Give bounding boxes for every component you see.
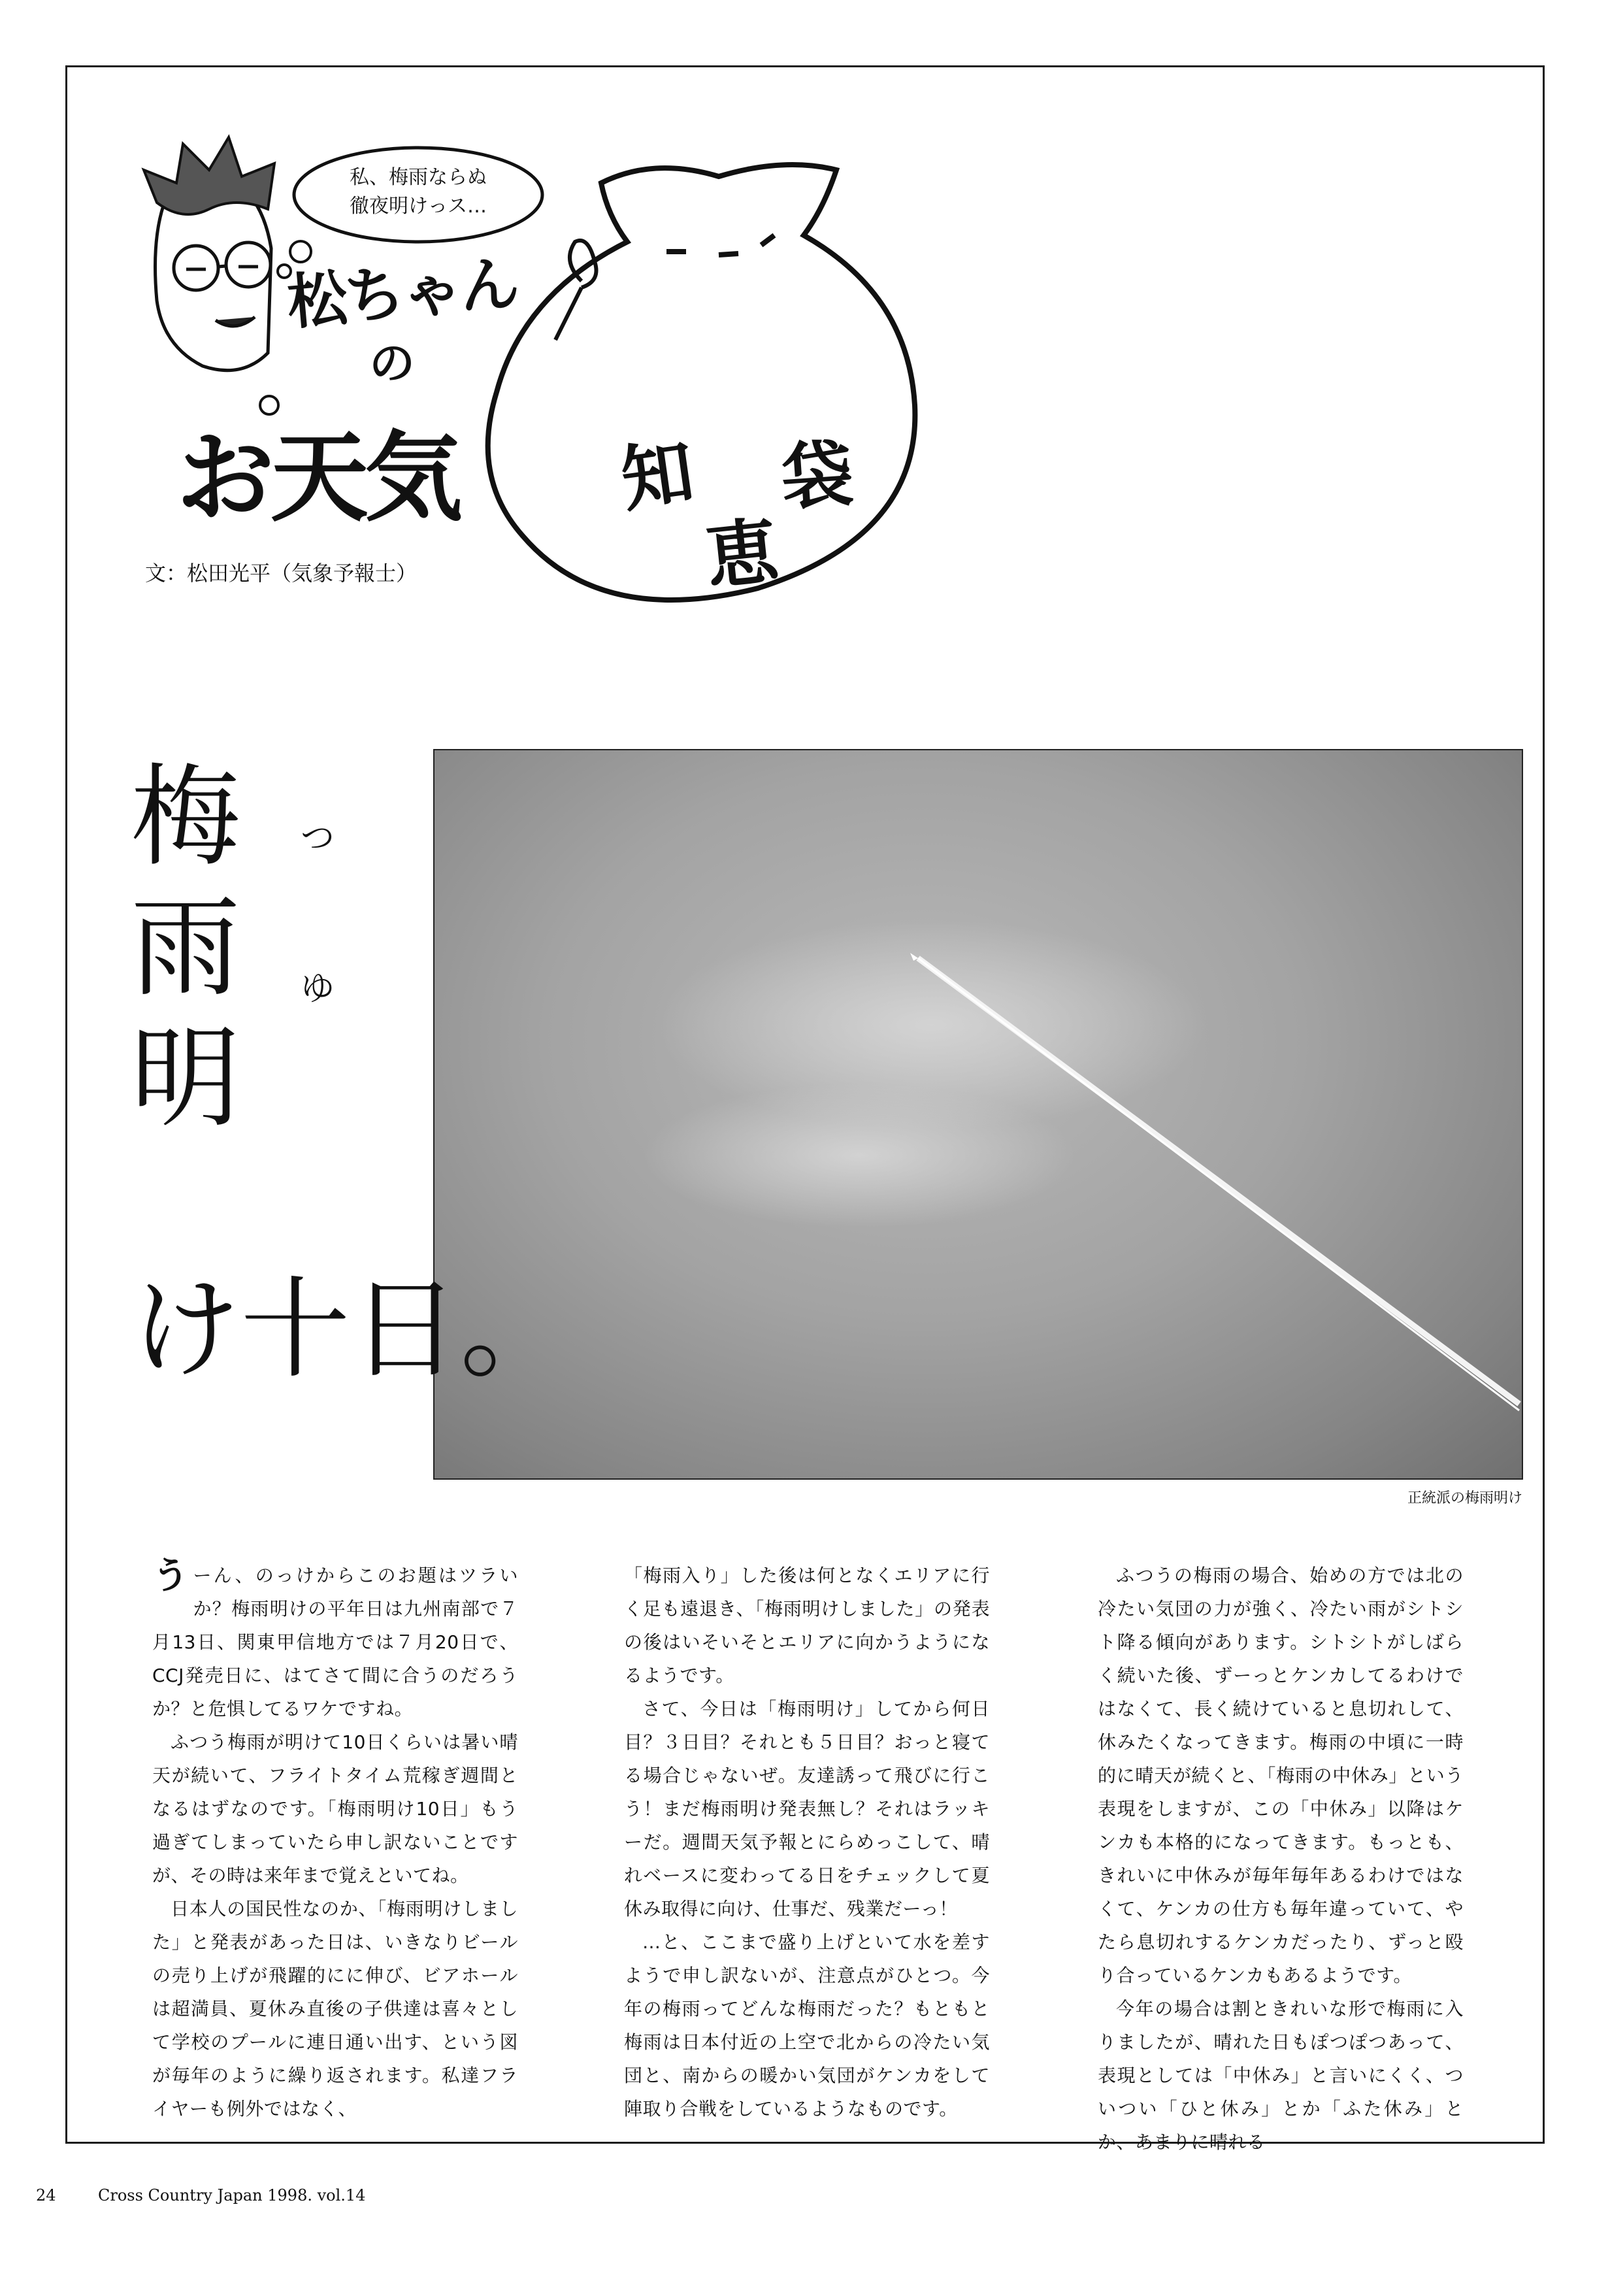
headline-char-1: 梅 (131, 753, 240, 881)
paragraph: 日本人の国民性なのか、「梅雨明けしました」と発表があった日は、いきなりビールの売り上げが飛躍的にに伸び、ビアホールは超満員、夏休み直後の子供達は喜々として学校のプールに連日通い出す、という図が毎年のように繰り返されます。私達フライヤーも例外ではなく、 (152, 1898, 518, 2120)
paragraph: …と、ここまで盛り上げといて水を差すようで申し訳ないが、注意点がひとつ。今年の梅雨ってどんな梅雨だった？もともと梅雨は日本付近の上空で北からの冷たい気団と、南からの暖かい気団がケンカをして陣取り合戦をしているようなものです。 (624, 1931, 990, 2120)
drop-cap: う (152, 1555, 189, 1597)
headline-ending: け十日。 (131, 1265, 570, 1393)
article-headline (131, 752, 274, 1144)
sky-contrail-photo (433, 749, 1523, 1480)
bag-char-chi: 知 (616, 429, 699, 522)
bag-char-bukuro: 袋 (778, 431, 856, 520)
page-number: 24 (36, 2186, 56, 2204)
paragraph: さて、今日は「梅雨明け」してから何日目？３日目？それとも５日目？おっと寝てる場合じゃないぜ。友達誘って飛びに行こう！まだ梅雨明け発表無し？それはラッキーだ。週間天気予報とにらめっこして、晴れベースに変わってる日をチェックして夏休み取得に向け、仕事だ、残業だーっ！ (624, 1698, 990, 1920)
bag-char-e: 恵 (702, 508, 783, 600)
headline-ruby-yu: ゆ (301, 969, 335, 1008)
column-title-part2: お天気 (176, 422, 459, 535)
headline-char-3: 明 (131, 1014, 240, 1142)
paragraph: ふつう梅雨が明けて10日くらいは暑い晴天が続いて、フライトタイム荒稼ぎ週間となるはずなのです。「梅雨明け10日」もう過ぎてしまっていたら申し訳ないことですが、その時は来年まで覚えといてね。 (152, 1731, 518, 1886)
bubble-line-1: 私、梅雨ならぬ (350, 166, 487, 189)
headline-ruby-tsu: つ (301, 819, 335, 858)
body-column-3 (1098, 1559, 1464, 2159)
body-column-1 (152, 1555, 518, 2125)
column-title-no: の (369, 337, 415, 390)
paragraph-text: ーん、のっけからこのお題はツラいか？梅雨明けの平年日は九州南部で７月13日、関東甲信地方では７月20日で、CCJ発売日に、はてさて間に合うのだろうか？と危惧してるワケですね。 (152, 1565, 518, 1720)
author-credit: 文：松田光平（気象予報士） (145, 561, 418, 586)
thought-bubble-text (320, 163, 516, 221)
headline-char-2: 雨 (131, 884, 240, 1012)
body-column-2 (624, 1559, 990, 2125)
bubble-line-2: 徹夜明けっス… (350, 195, 487, 218)
paragraph: ふつうの梅雨の場合、始めの方では北の冷たい気団の力が強く、冷たい雨がシトシト降る傾向があります。シトシトがしばらく続いた後、ずーっとケンカしてるわけではなくて、長く続けていると息切れして、休みたくなってきます。梅雨の中頃に一時的に晴天が続くと、「梅雨の中休み」という表現をしますが、この「中休み」以降はケンカも本格的になってきます。もっとも、きれいに中休みが毎年毎年あるわけではなくて、ケンカの仕方も毎年違っていて、やたら息切れするケンカだったり、ずっと殴り合っているケンカもあるようです。 (1098, 1565, 1464, 1986)
paragraph: 「梅雨入り」した後は何となくエリアに行く足も遠退き、「梅雨明けしました」の発表の後はいそいそとエリアに向かうようになるようです。 (624, 1565, 990, 1686)
magazine-issue: Cross Country Japan 1998. vol.14 (98, 2186, 366, 2204)
paragraph (152, 1555, 518, 1725)
paragraph: 今年の場合は割ときれいな形で梅雨に入りましたが、晴れた日もぽつぽつあって、表現としては「中休み」と言いにくく、ついつい「ひと休み」とか「ふた休み」とか、あまりに晴れる (1098, 1998, 1464, 2153)
column-title-part1: 松ちゃん (284, 248, 520, 339)
contrail-illustration (435, 750, 1523, 1480)
photo-caption: 正統派の梅雨明け (1407, 1490, 1522, 1506)
